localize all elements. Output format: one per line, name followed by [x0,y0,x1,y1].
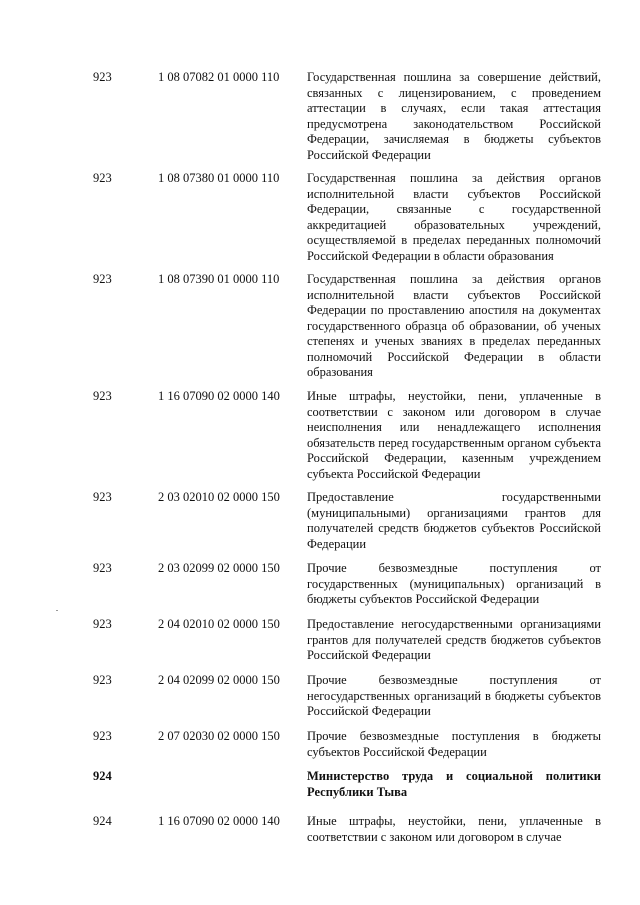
admin-code: 924 [93,769,112,783]
admin-code: 923 [93,490,112,504]
budget-classification-code: 2 03 02010 02 0000 150 [158,490,280,504]
admin-code: 923 [93,171,112,185]
revenue-description: Иные штрафы, неустойки, пени, уплаченные в соответствии с законом или договором в случае неисполнения или ненадлежащего исполнения обязательств перед государственным органом субъекта Российской Федерации, казенным учреждением субъекта Российской Федерации [307,389,601,481]
budget-classification-code: 2 04 02010 02 0000 150 [158,617,280,631]
admin-code: 923 [93,70,112,84]
admin-code: 923 [93,389,112,403]
administrator-name: Министерство труда и социальной политики Республики Тыва [307,769,601,799]
revenue-description: Прочие безвозмездные поступления от государственных (муниципальных) организаций в бюджеты субъектов Российской Федерации [307,561,601,606]
admin-code: 923 [93,561,112,575]
revenue-description: Предоставление государственными (муниципальными) организациями грантов для получателей средств бюджетов субъектов Российской Федерации [307,490,601,551]
budget-classification-code: 2 04 02099 02 0000 150 [158,673,280,687]
budget-classification-code: 1 08 07380 01 0000 110 [158,171,280,185]
admin-code: 923 [93,729,112,743]
admin-code: 923 [93,673,112,687]
admin-code: 923 [93,272,112,286]
revenue-description: Государственная пошлина за действия органов исполнительной власти субъектов Российской Федерации по проставлению апостиля на документах государственного образца об образовании, об ученых степенях и ученых званиях в пределах переданных полномочий Российской Федерации в области образования [307,272,601,379]
revenue-description: Иные штрафы, неустойки, пени, уплаченные в соответствии с законом или договором в случае [307,814,601,844]
budget-classification-code: 1 16 07090 02 0000 140 [158,389,280,403]
admin-code: 923 [93,617,112,631]
budget-classification-code: 1 08 07082 01 0000 110 [158,70,280,84]
revenue-description: Государственная пошлина за совершение действий, связанных с лицензированием, с проведением аттестации в случаях, если такая аттестация предусмотрена законодательством Российской Федерации, зачисляемая в бюджеты субъектов Российской Федерации [307,70,601,162]
revenue-description: Государственная пошлина за действия органов исполнительной власти субъектов Российской Федерации, связанные с государственной аккредитацией образовательных учреждений, осуществляемой в пределах переданных полномочий Российской Федерации в области образования [307,171,601,263]
budget-classification-code: 2 07 02030 02 0000 150 [158,729,280,743]
revenue-description: Прочие безвозмездные поступления от негосударственных организаций в бюджеты субъектов Российской Федерации [307,673,601,718]
scan-speck [56,610,58,611]
admin-code: 924 [93,814,112,828]
budget-classification-code: 1 16 07090 02 0000 140 [158,814,280,828]
budget-classification-code: 1 08 07390 01 0000 110 [158,272,280,286]
revenue-description: Прочие безвозмездные поступления в бюджеты субъектов Российской Федерации [307,729,601,759]
revenue-description: Предоставление негосударственными организациями грантов для получателей средств бюджетов субъектов Российской Федерации [307,617,601,662]
budget-classification-code: 2 03 02099 02 0000 150 [158,561,280,575]
